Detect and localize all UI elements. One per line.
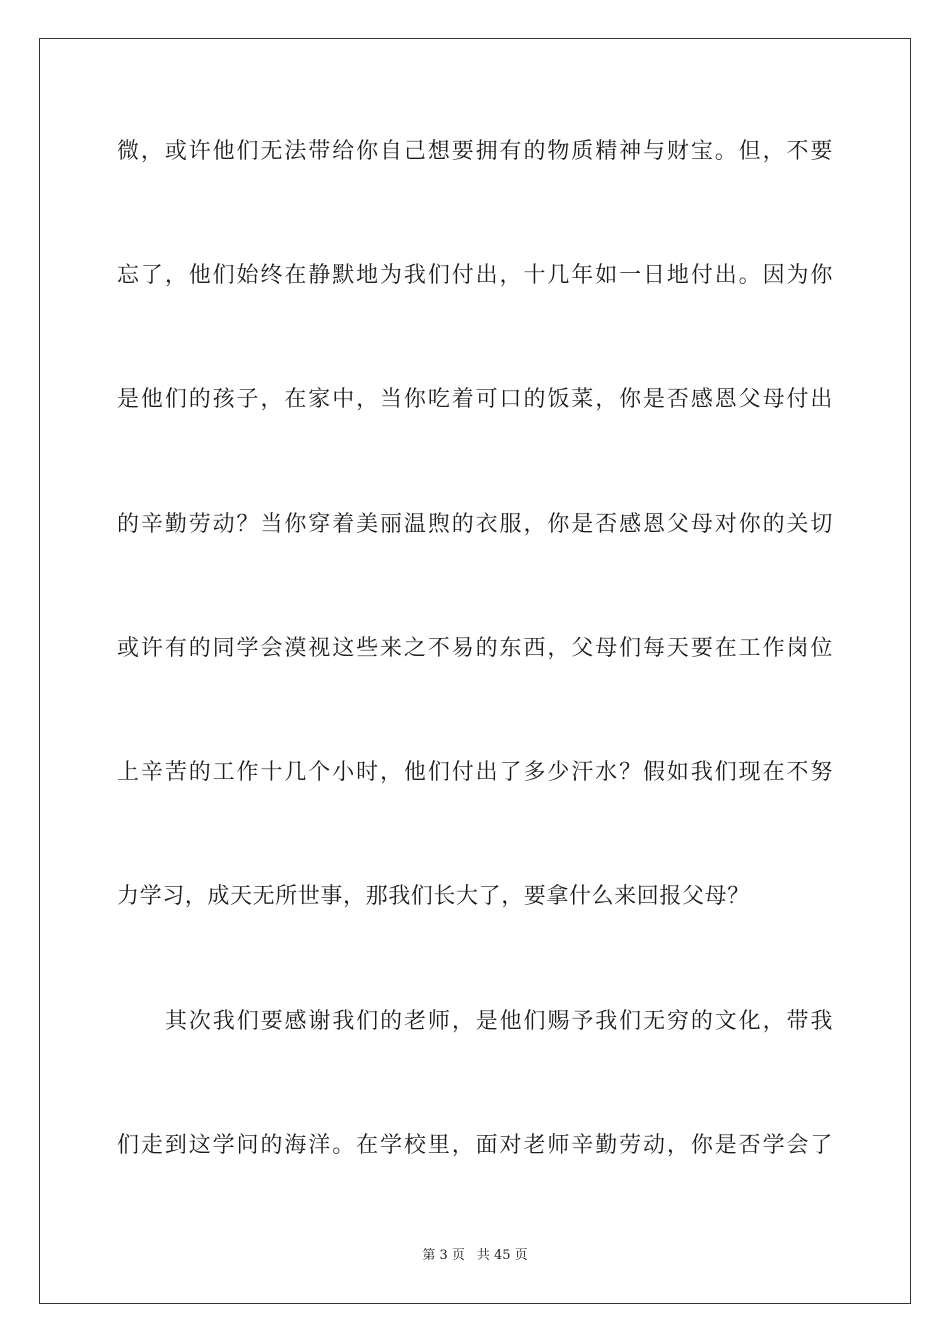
body-text-line: 微，或许他们无法带给你自己想要拥有的物质精神与财宝。但，不要	[117, 139, 833, 164]
body-text-line: 的辛勤劳动？当你穿着美丽温煦的衣服，你是否感恩父母对你的关切	[117, 512, 833, 537]
body-text-line: 们走到这学问的海洋。在学校里，面对老师辛勤劳动，你是否学会了	[117, 1133, 833, 1158]
body-text-line: 或许有的同学会漠视这些来之不易的东西，父母们每天要在工作岗位	[117, 636, 833, 661]
page-border	[39, 38, 911, 1304]
body-text-line: 忘了，他们始终在静默地为我们付出，十几年如一日地付出。因为你	[117, 263, 833, 288]
body-text-line: 上辛苦的工作十几个小时，他们付出了多少汗水？假如我们现在不努	[117, 760, 833, 785]
page-total: 共 45 页	[476, 1248, 528, 1263]
body-text-line: 是他们的孩子，在家中，当你吃着可口的饭菜，你是否感恩父母付出	[117, 387, 833, 412]
body-text-line: 力学习，成天无所世事，那我们长大了，要拿什么来回报父母？	[117, 884, 750, 909]
page-footer	[0, 1247, 950, 1265]
paragraph-first-line: 其次我们要感谢我们的老师，是他们赐予我们无穷的文化，带我	[165, 1009, 833, 1034]
page-number: 第 3 页	[422, 1248, 465, 1263]
